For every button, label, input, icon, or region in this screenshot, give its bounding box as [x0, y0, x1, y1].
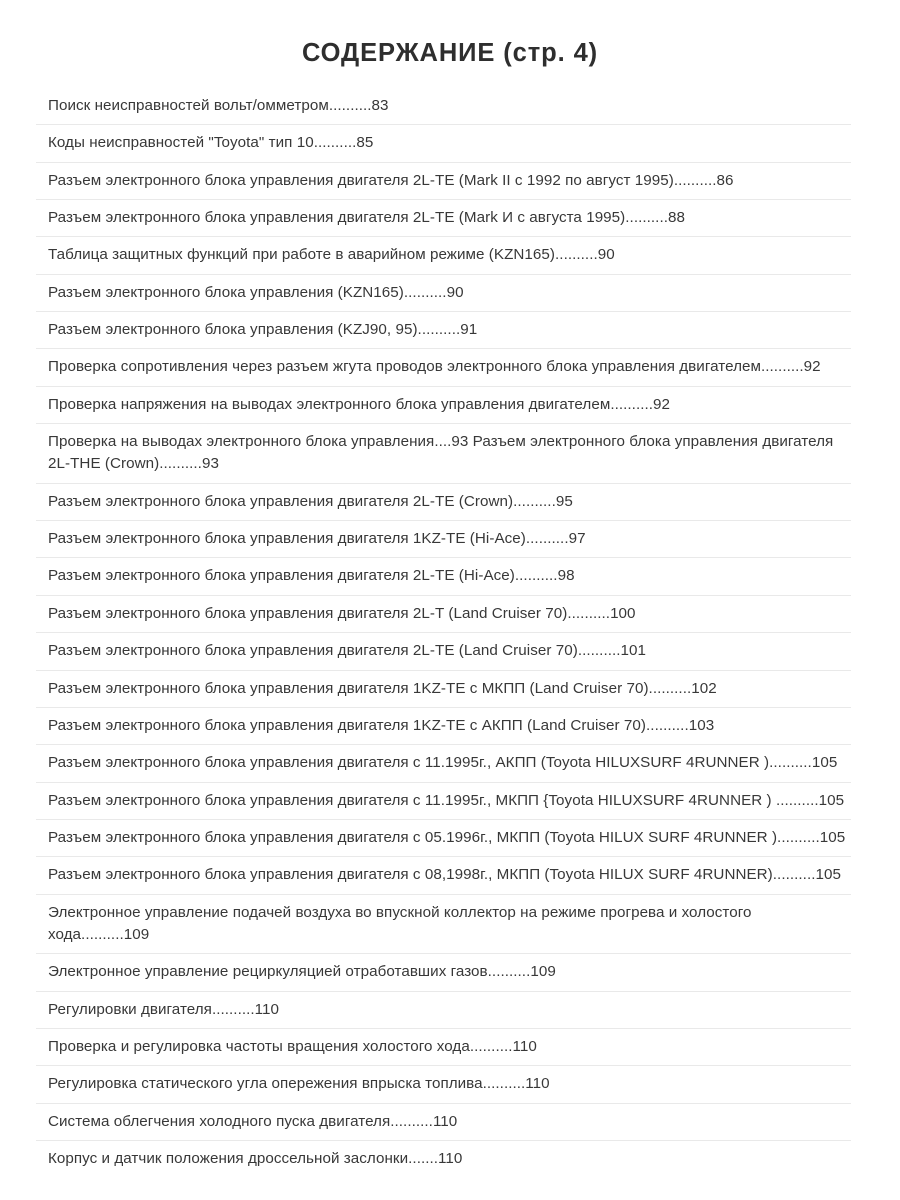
toc-entry-text: Разъем электронного блока управления двигателя с 08,1998г., МКПП (Toyota HILUX SURF 4RUNNER)..........105	[48, 866, 841, 884]
toc-entry-text: Разъем электронного блока управления двигателя с 05.1996г., МКПП (Toyota HILUX SURF 4RUNNER )..........105	[48, 828, 846, 846]
toc-entry-text: Коды неисправностей "Toyota" тип 10..........85	[48, 134, 374, 152]
toc-entry-text: Регулировки двигателя..........110	[48, 1000, 280, 1018]
toc-entry[interactable]	[36, 387, 851, 424]
toc-entry-text: Проверка напряжения на выводах электронного блока управления двигателем..........92	[48, 395, 671, 413]
toc-entry-text: Разъем электронного блока управления двигателя 2L-T (Land Cruiser 70)..........100	[48, 604, 636, 622]
toc-entry[interactable]	[36, 820, 851, 857]
toc-entry[interactable]	[36, 1029, 851, 1066]
toc-entry-text: Разъем электронного блока управления двигателя 1KZ-TE с МКПП (Land Cruiser 70)..........102	[48, 679, 717, 697]
toc-entry[interactable]	[36, 954, 851, 991]
toc-entry-text: Электронное управление подачей воздуха во впускной коллектор на режиме прогрева и холостого хода..........109	[48, 903, 752, 943]
toc-entry[interactable]	[36, 992, 851, 1029]
toc-entry-text: Разъем электронного блока управления двигателя с 11.1995г., АКПП (Toyota HILUXSURF 4RUNNER )..........105	[48, 754, 838, 772]
toc-entry-text: Проверка и регулировка частоты вращения холостого хода..........110	[48, 1037, 537, 1055]
toc-entry[interactable]	[36, 596, 851, 633]
toc-entry-text: Электронное управление рециркуляцией отработавших газов..........109	[48, 963, 556, 981]
toc-entry-text: Разъем электронного блока управления двигателя 1KZ-TE (Hi-Ace)..........97	[48, 530, 586, 548]
toc-entry-text: Система облегчения холодного пуска двигателя..........110	[48, 1112, 458, 1130]
toc-entry-text: Таблица защитных функций при работе в аварийном режиме (KZN165)..........90	[48, 246, 615, 264]
toc-entry[interactable]	[36, 783, 851, 820]
toc-entry-text: Разъем электронного блока управления двигателя 2L-TE (Land Cruiser 70)..........101	[48, 642, 647, 660]
toc-entry[interactable]	[36, 1141, 851, 1177]
toc-entry[interactable]	[36, 633, 851, 670]
toc-entry-text: Разъем электронного блока управления двигателя 2L-TE (Hi-Ace)..........98	[48, 567, 575, 585]
toc-entry[interactable]	[36, 745, 851, 782]
page-title: СОДЕРЖАНИЕ (стр. 4)	[301, 39, 599, 67]
toc-entry[interactable]	[36, 424, 851, 484]
toc-entry[interactable]	[36, 275, 851, 312]
toc-entry-text: Проверка сопротивления через разъем жгута проводов электронного блока управления двигателем..........92	[48, 358, 821, 376]
toc-entry[interactable]	[36, 163, 851, 200]
toc-entry-text: Разъем электронного блока управления двигателя с 11.1995г., МКПП {Toyota HILUXSURF 4RUNNER ) ..........105	[48, 791, 845, 809]
toc-entry[interactable]	[36, 237, 851, 274]
toc-entry[interactable]	[36, 857, 851, 894]
toc-entry-text: Регулировка статического угла опережения впрыска топлива..........110	[48, 1075, 550, 1093]
toc-entry-text: Разъем электронного блока управления (KZJ90, 95)..........91	[48, 321, 478, 339]
toc-entry[interactable]	[36, 671, 851, 708]
table-of-contents	[36, 88, 851, 1177]
toc-entry[interactable]	[36, 484, 851, 521]
toc-entry-text: Поиск неисправностей вольт/омметром..........83	[48, 97, 389, 114]
toc-entry[interactable]	[36, 200, 851, 237]
toc-entry[interactable]	[36, 521, 851, 558]
toc-entry-text: Разъем электронного блока управления двигателя 2L-TE (Crown)..........95	[48, 492, 573, 510]
toc-entry[interactable]	[36, 88, 851, 125]
toc-entry-text: Разъем электронного блока управления (KZN165)..........90	[48, 283, 464, 301]
toc-entry[interactable]	[36, 895, 851, 955]
toc-entry-text: Разъем электронного блока управления двигателя 2L-TE (Mark II с 1992 по август 1995)..........86	[48, 171, 734, 189]
toc-entry[interactable]	[36, 312, 851, 349]
toc-entry-text: Корпус и датчик положения дроссельной заслонки.......110	[48, 1149, 463, 1167]
toc-entry[interactable]	[36, 125, 851, 162]
toc-entry[interactable]	[36, 1104, 851, 1141]
toc-entry[interactable]	[36, 708, 851, 745]
toc-entry[interactable]	[36, 1066, 851, 1103]
toc-entry-text: Разъем электронного блока управления двигателя 2L-TE (Mark И с августа 1995)..........88	[48, 209, 685, 227]
toc-entry[interactable]	[36, 558, 851, 595]
toc-entry-text: Проверка на выводах электронного блока управления....93 Разъем электронного блока управления двигателя 2L-THE (Crown)..........93	[48, 433, 834, 473]
toc-entry[interactable]	[36, 349, 851, 386]
toc-entry-text: Разъем электронного блока управления двигателя 1KZ-TE с АКПП (Land Cruiser 70)..........103	[48, 716, 715, 734]
